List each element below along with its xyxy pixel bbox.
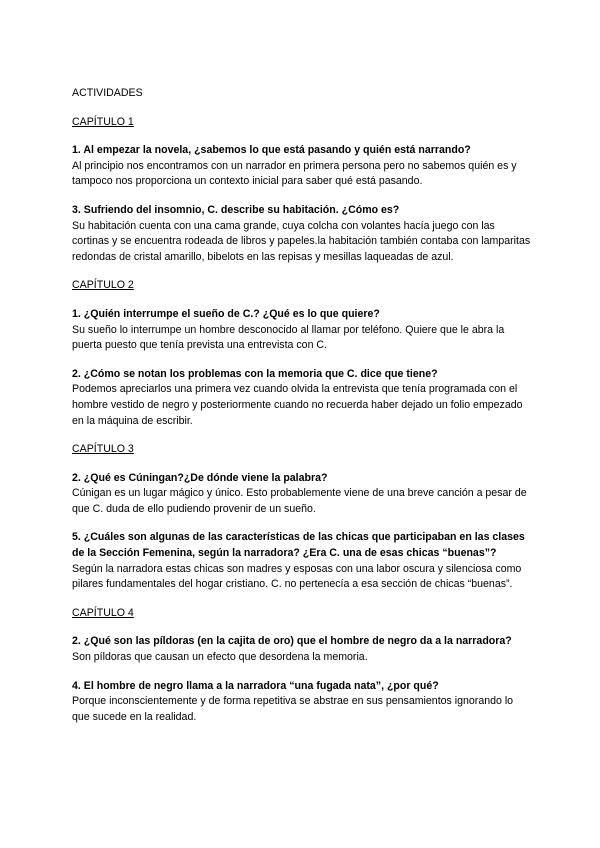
answer-text: Su habitación cuenta con una cama grande, cuya colcha con volantes hacía juego con las cortinas y se encuentra rodeada de libros y papeles.la habitación también contaba con lamparitas redondas de cristal amarillo, bibelots en las repisas y mesillas laqueadas de azul. — [72, 219, 531, 263]
question-text: 2. ¿Cómo se notan los problemas con la memoria que C. dice que tiene? — [72, 367, 438, 380]
question-text: 1. ¿Quién interrumpe el sueño de C.? ¿Qué es lo que quiere? — [72, 307, 380, 320]
qa-item — [72, 203, 532, 265]
answer-text: Al principio nos encontramos con un narrador en primera persona pero no sabemos quién es y tampoco nos proporciona un contexto inicial para saber qué está pasando. — [72, 159, 517, 188]
answer-text: Son píldoras que causan un efecto que desordena la memoria. — [72, 651, 368, 664]
qa-item — [72, 530, 532, 592]
chapter-section-4 — [72, 606, 532, 726]
question-text: 3. Sufriendo del insomnio, C. describe su habitación. ¿Cómo es? — [72, 203, 400, 216]
qa-item — [72, 143, 532, 190]
chapter-heading: CAPÍTULO 1 — [72, 115, 134, 128]
answer-text: Según la narradora estas chicas son madres y esposas con una labor oscura y silenciosa como pilares fundamentales del hogar cristiano. C. no pertenecía a esa sección de chicas “buenas”. — [72, 562, 522, 591]
qa-item — [72, 307, 532, 354]
chapter-section-1 — [72, 115, 532, 266]
answer-text: Cúnigan es un lugar mágico y único. Esto probablemente viene de una breve canción a pesar de que C. duda de ello pudiendo provenir de un sueño. — [72, 487, 527, 515]
question-text: 1. Al empezar la novela, ¿sabemos lo que está pasando y quién está narrando? — [72, 144, 471, 157]
qa-item — [72, 634, 532, 665]
chapter-section-3 — [72, 442, 532, 593]
answer-text: Su sueño lo interrumpe un hombre desconocido al llamar por teléfono. Quiere que le abra la puerta puesto que tenía prevista una entrevista con C. — [72, 323, 505, 352]
question-text: 5. ¿Cuáles son algunas de las características de las chicas que participaban en las clases de la Sección Femenina, según la narradora? ¿Era C. una de esas chicas “buenas”? — [72, 531, 525, 560]
document-page — [72, 86, 532, 738]
document-title: ACTIVIDADES — [72, 87, 143, 99]
qa-item — [72, 471, 532, 518]
qa-item — [72, 367, 532, 429]
chapter-heading: CAPÍTULO 3 — [72, 443, 134, 456]
chapter-section-2 — [72, 278, 532, 429]
answer-text: Podemos apreciarlos una primera vez cuando olvida la entrevista que tenía programada con el hombre vestido de negro y posteriormente cuando no recuerda haber dejado un folio empezado en la máquina de escribir. — [72, 383, 523, 427]
question-text: 2. ¿Qué son las píldoras (en la cajita de oro) que el hombre de negro da a la narradora? — [72, 635, 512, 648]
answer-text: Porque inconscientemente y de forma repetitiva se abstrae en sus pensamientos ignorando lo que sucede en la realidad. — [72, 695, 514, 723]
question-text: 2. ¿Qué es Cúningan?¿De dónde viene la palabra? — [72, 471, 328, 484]
question-text: 4. El hombre de negro llama a la narradora “una fugada nata”, ¿por qué? — [72, 679, 439, 692]
qa-item — [72, 679, 532, 726]
chapter-heading: CAPÍTULO 2 — [72, 279, 134, 292]
chapter-heading: CAPÍTULO 4 — [72, 606, 134, 619]
